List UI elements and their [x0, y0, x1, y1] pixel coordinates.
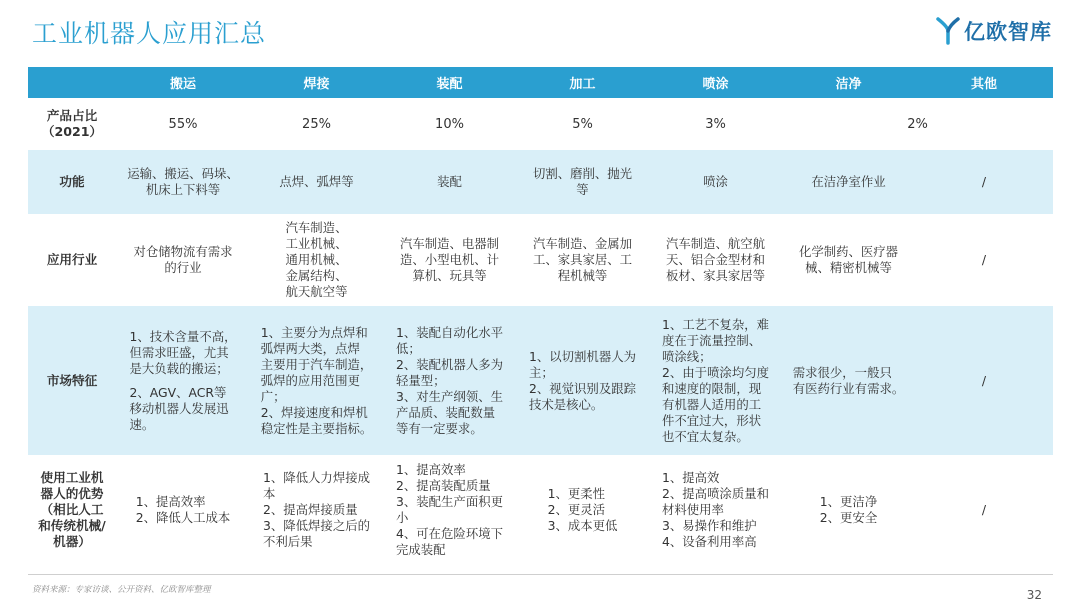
cell-line: 3、对生产纲领、生: [395, 388, 503, 404]
cell-line: 切割、磨削、抛光: [532, 166, 633, 181]
table-row: [28, 214, 1053, 306]
cell-line: 等有一定要求。: [395, 420, 483, 436]
cell-text: 25%: [302, 116, 331, 132]
cell-line: 3、降低焊接之后的: [262, 518, 370, 533]
table-cell: [116, 98, 250, 150]
cell-text: /: [981, 372, 987, 388]
table-cell: [516, 98, 649, 150]
row-header-line: 机器）: [53, 534, 91, 549]
cell-line: 有机器人适用的工: [661, 396, 762, 412]
cell-line: 工业机械、: [285, 236, 348, 251]
table-cell: [915, 150, 1053, 214]
cell-text: [655, 236, 776, 284]
row-header-line: 功能: [59, 174, 85, 189]
cell-line: 2、降低人工成本: [135, 510, 231, 525]
cell-line: 2、由于喷涂均匀度: [661, 364, 769, 380]
cell-line: 等: [576, 182, 589, 197]
cell-line: 完成装配: [395, 542, 446, 557]
table-cell: [116, 306, 250, 455]
table-cell: [782, 455, 915, 565]
row-header-line: 应用行业: [46, 252, 98, 267]
cell-text: [389, 236, 510, 284]
cell-line: 程机械等: [557, 268, 608, 283]
row-header: [28, 98, 116, 150]
cell-line: 工、家具家居、工: [532, 252, 633, 267]
table-row: [28, 306, 1053, 455]
cell-line: 1、提高效: [661, 470, 720, 485]
row-header-line: （2021）: [41, 124, 103, 139]
row-header: [28, 455, 116, 565]
cell-line: 稳定性是主要指标。: [260, 420, 373, 436]
cell-text: 10%: [435, 116, 464, 132]
cell-line: 2、更灵活: [547, 502, 606, 517]
cell-line: 航天航空等: [285, 284, 348, 299]
table-cell: [116, 214, 250, 306]
cell-line: 是大负载的搬运；: [129, 360, 229, 376]
logo-text: 亿欧智库: [964, 20, 1052, 44]
table-cell: [915, 214, 1053, 306]
cell-text: [788, 244, 909, 276]
table-cell: [649, 98, 782, 150]
table-cell: [250, 214, 383, 306]
cell-text: [261, 325, 373, 437]
header-cell: [28, 67, 116, 98]
cell-line: 主；: [528, 364, 554, 380]
cell-text: /: [981, 252, 987, 267]
table-cell: [383, 455, 516, 565]
row-header: [28, 150, 116, 214]
cell-text: 55%: [168, 116, 198, 132]
cell-line: 需求很少，一般只: [792, 364, 892, 380]
cell-text: 喷涂: [703, 174, 728, 189]
table-cell: [250, 455, 383, 565]
header-cell: 装配: [383, 67, 516, 98]
cell-text: [129, 329, 236, 433]
cell-text: 点焊、弧焊等: [279, 174, 354, 189]
cell-line: 2、视觉识别及跟踪: [528, 380, 636, 396]
cell-line: 2、提高焊接质量: [262, 502, 358, 517]
row-header: [28, 214, 116, 306]
cell-line: 产品质、装配数量: [395, 404, 496, 420]
cell-line: 1、更柔性: [547, 486, 606, 501]
table-header-row: [28, 67, 1053, 98]
cell-line: 1、以切割机器人为: [528, 348, 636, 364]
cell-line: 1、技术含量不高，: [129, 328, 237, 344]
table-cell: [383, 150, 516, 214]
cell-line: 机床上下料等: [145, 182, 221, 197]
cell-line: 有医药行业有需求。: [792, 380, 905, 396]
yiou-logo-icon: [936, 17, 960, 45]
table-cell: [383, 214, 516, 306]
page-number: 32: [1026, 588, 1042, 602]
cell-text: 2%: [907, 116, 928, 132]
header-cell: 洁净: [782, 67, 915, 98]
cell-line: 运输、搬运、码垛、: [127, 166, 239, 181]
cell-text: 3%: [705, 116, 726, 132]
cell-line: 1、提高效率: [395, 462, 466, 477]
table-cell: [915, 306, 1053, 455]
cell-line: [129, 377, 236, 385]
cell-line: 1、装配自动化水平: [395, 324, 503, 340]
cell-line: 1、降低人力焊接成: [262, 470, 370, 485]
table-cell: [782, 98, 1053, 150]
header-cell: 加工: [516, 67, 649, 98]
cell-text: [396, 325, 503, 437]
cell-line: 1、更洁净: [819, 494, 878, 509]
table-cell: [383, 306, 516, 455]
cell-line: 低；: [395, 340, 421, 356]
cell-line: 通用机械、: [285, 252, 348, 267]
cell-line: 2、提高装配质量: [395, 478, 491, 493]
table-cell: [649, 306, 782, 455]
cell-line: 造、小型电机、计: [399, 252, 500, 267]
header-cell: 焊接: [250, 67, 383, 98]
cell-line: 1、工艺不复杂，难: [661, 316, 769, 332]
cell-line: 的行业: [164, 260, 202, 275]
header-cell: 喷涂: [649, 67, 782, 98]
header-cell: 搬运: [116, 67, 250, 98]
cell-text: 装配: [437, 174, 462, 189]
cell-line: 材料使用率: [661, 502, 724, 517]
cell-line: 3、成本更低: [547, 518, 618, 533]
table-row: [28, 455, 1053, 565]
cell-line: 金属结构、: [285, 268, 348, 283]
cell-line: 但需求旺盛，尤其: [129, 344, 229, 360]
cell-line: 2、提高喷涂质量和: [661, 486, 769, 501]
table-row: [28, 150, 1053, 214]
table-cell: [782, 306, 915, 455]
table-cell: [516, 214, 649, 306]
cell-line: 4、设备利用率高: [661, 534, 757, 549]
table-cell: [250, 306, 383, 455]
cell-line: 本: [262, 486, 276, 501]
cell-line: 小: [395, 510, 409, 525]
table-cell: [516, 150, 649, 214]
cell-text: [548, 486, 618, 534]
cell-line: 对仓储物流有需求: [133, 244, 233, 259]
cell-text: 在洁净室作业: [811, 174, 886, 189]
cell-text: [662, 317, 769, 445]
footer-divider: [28, 574, 1053, 575]
table-cell: [250, 150, 383, 214]
cell-line: 械、精密机械等: [805, 260, 892, 275]
cell-text: [122, 244, 244, 276]
cell-text: [396, 462, 503, 558]
cell-text: [522, 236, 643, 284]
cell-line: 弧焊两大类，点焊: [260, 340, 360, 356]
cell-line: 度在于流量控制、: [661, 332, 762, 348]
cell-line: 广；: [260, 388, 286, 404]
cell-line: 和速度的限制，现: [661, 380, 762, 396]
cell-line: 移动机器人发展迅: [129, 400, 229, 416]
cell-text: [820, 494, 877, 526]
cell-line: 汽车制造、航空航: [665, 236, 766, 251]
table-cell: [516, 306, 649, 455]
table-cell: [782, 150, 915, 214]
cell-line: 主要用于汽车制造，: [260, 356, 373, 372]
page-title: 工业机器人应用汇总: [32, 19, 267, 48]
table-cell: [649, 455, 782, 565]
cell-line: 2、装配机器人多为: [395, 356, 503, 372]
cell-line: 天、铝合金型材和: [665, 252, 766, 267]
cell-text: /: [981, 502, 987, 517]
cell-line: 4、可在危险环境下: [395, 526, 503, 541]
row-header-line: （相比人工: [40, 502, 104, 517]
cell-text: [263, 470, 370, 550]
cell-line: 速。: [129, 416, 155, 432]
cell-line: 2、AGV、ACR等: [129, 384, 227, 400]
cell-line: 不利后果: [262, 534, 313, 549]
table-cell: [782, 214, 915, 306]
brand-logo: [936, 16, 1052, 46]
cell-text: [256, 220, 377, 300]
cell-line: 汽车制造、: [285, 220, 348, 235]
cell-line: 3、易操作和维护: [661, 518, 757, 533]
row-header-line: 使用工业机: [40, 470, 104, 485]
cell-text: [662, 470, 769, 550]
row-header-line: 器人的优势: [40, 486, 104, 501]
table-cell: [915, 455, 1053, 565]
row-header-line: 和传统机械/: [38, 518, 106, 533]
table-cell: [649, 214, 782, 306]
cell-line: 也不宜太复杂。: [661, 428, 749, 444]
cell-line: 汽车制造、电器制: [399, 236, 500, 251]
header-cell: 其他: [915, 67, 1053, 98]
cell-line: 板材、家具家居等: [665, 268, 766, 283]
table-cell: [116, 455, 250, 565]
table-cell: [250, 98, 383, 150]
cell-line: 2、焊接速度和焊机: [260, 404, 368, 420]
cell-text: [529, 349, 636, 413]
cell-line: 件不宜过大，形状: [661, 412, 762, 428]
row-header-line: 产品占比: [46, 108, 98, 123]
row-header: [28, 306, 116, 455]
table-cell: [649, 150, 782, 214]
cell-line: 轻量型；: [395, 372, 446, 388]
cell-line: 化学制药、医疗器: [798, 244, 899, 259]
cell-line: 技术是核心。: [528, 396, 604, 412]
cell-line: 1、提高效率: [135, 494, 206, 509]
row-header-line: 市场特征: [46, 372, 98, 388]
cell-text: [122, 166, 244, 198]
table-row: [28, 98, 1053, 150]
cell-line: 3、装配生产面积更: [395, 494, 503, 509]
cell-line: 2、更安全: [819, 510, 878, 525]
cell-text: [136, 494, 231, 526]
cell-text: [793, 365, 905, 397]
source-note: 资料来源：专家访谈、公开资料、亿欧智库整理: [32, 585, 211, 595]
cell-line: 算机、玩具等: [412, 268, 487, 283]
cell-line: 汽车制造、金属加: [532, 236, 633, 251]
cell-text: 5%: [572, 116, 593, 132]
cell-line: 弧焊的应用范围更: [260, 372, 360, 388]
application-summary-table: [28, 67, 1053, 565]
table-cell: [383, 98, 516, 150]
cell-line: 喷涂线；: [661, 348, 712, 364]
cell-text: /: [981, 174, 987, 189]
table-cell: [116, 150, 250, 214]
cell-line: 1、主要分为点焊和: [260, 324, 368, 340]
cell-text: [522, 166, 643, 198]
table-cell: [516, 455, 649, 565]
